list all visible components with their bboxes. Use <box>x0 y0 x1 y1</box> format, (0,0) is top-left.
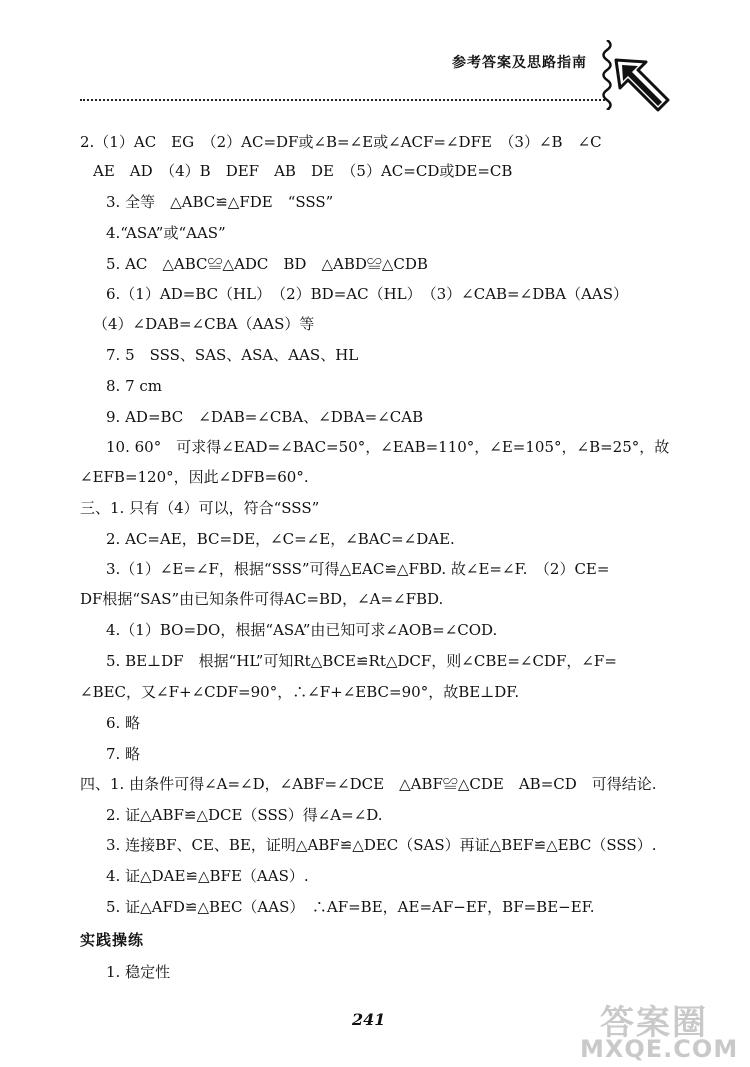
answer-line: 5. 证△AFD≌△BEC（AAS） ∴AF=BE，AE=AF−EF，BF=BE−EF. <box>106 898 595 916</box>
page-number: 241 <box>352 1010 386 1029</box>
answer-line: 6.（1）AD=BC（HL） （2）BD=AC（HL） （3）∠CAB=∠DBA（AAS） <box>106 285 629 303</box>
answer-line: 10. 60° 可求得∠EAD=∠BAC=50°，∠EAB=110°，∠E=105°，∠B=25°，故 <box>106 438 670 456</box>
answer-line: AE AD （4）B DEF AB DE （5）AC=CD或DE=CB <box>93 162 513 180</box>
answer-line: 7. 略 <box>106 745 141 763</box>
answer-line: 2. AC=AE，BC=DE，∠C=∠E，∠BAC=∠DAE. <box>106 530 455 548</box>
answer-line: 7. 5 SSS、SAS、ASA、AAS、HL <box>106 346 359 364</box>
answer-line: DF根据“SAS”由已知条件可得AC=BD，∠A=∠FBD. <box>80 590 444 608</box>
answer-line: 4. 证△DAE≌△BFE（AAS）. <box>106 867 309 885</box>
answer-line: 三、1. 只有（4）可以，符合“SSS” <box>80 499 320 517</box>
answer-line: 四、1. 由条件可得∠A=∠D，∠ABF=∠DCE △ABF≌△CDE AB=CD 可得结论. <box>80 775 657 793</box>
answer-line: ∠BEC，又∠F+∠CDF=90°，∴∠F+∠EBC=90°，故BE⊥DF. <box>80 683 520 701</box>
section-heading-practice: 实践操练 <box>80 931 145 949</box>
answer-line: 6. 略 <box>106 714 141 732</box>
answer-line: 2.（1）AC EG （2）AC=DF或∠B=∠E或∠ACF=∠DFE （3）∠B ∠C <box>80 133 602 151</box>
answer-line: 5. AC △ABC≌△ADC BD △ABD≌△CDB <box>106 255 428 273</box>
answer-line: 5. BE⊥DF 根据“HL”可知Rt△BCE≌Rt△DCF，则∠CBE=∠CDF，∠F= <box>106 652 617 670</box>
watermark-logo: 答案圈 <box>600 1003 708 1043</box>
answer-line: ∠EFB=120°，因此∠DFB=60°. <box>80 468 309 486</box>
answer-line: 4.“ASA”或“AAS” <box>106 224 226 242</box>
answer-line: 9. AD=BC ∠DAB=∠CBA、∠DBA=∠CAB <box>106 408 424 426</box>
arrow-icon <box>612 56 672 114</box>
answer-line: （4）∠DAB=∠CBA（AAS）等 <box>93 315 315 333</box>
running-header-title: 参考答案及思路指南 <box>452 55 587 71</box>
answer-line: 2. 证△ABF≌△DCE（SSS）得∠A=∠D. <box>106 806 383 824</box>
answer-line: 3.（1）∠E=∠F，根据“SSS”可得△EAC≌△FBD. 故∠E=∠F. （2）CE= <box>106 560 610 578</box>
watermark <box>580 995 745 1065</box>
answer-line: 8. 7 cm <box>106 377 163 395</box>
answer-line: 3. 连接BF、CE、BE，证明△ABF≌△DEC（SAS）再证△BEF≌△EBC（SSS）. <box>106 836 657 854</box>
answer-line: 3. 全等 △ABC≌△FDE “SSS” <box>106 193 334 211</box>
answer-line: 1. 稳定性 <box>106 963 171 981</box>
answer-line: 4.（1）BO=DO，根据“ASA”由已知可求∠AOB=∠COD. <box>106 621 498 639</box>
header-dotted-rule <box>80 99 605 101</box>
watermark-url: MXQE.COM <box>580 1035 739 1063</box>
